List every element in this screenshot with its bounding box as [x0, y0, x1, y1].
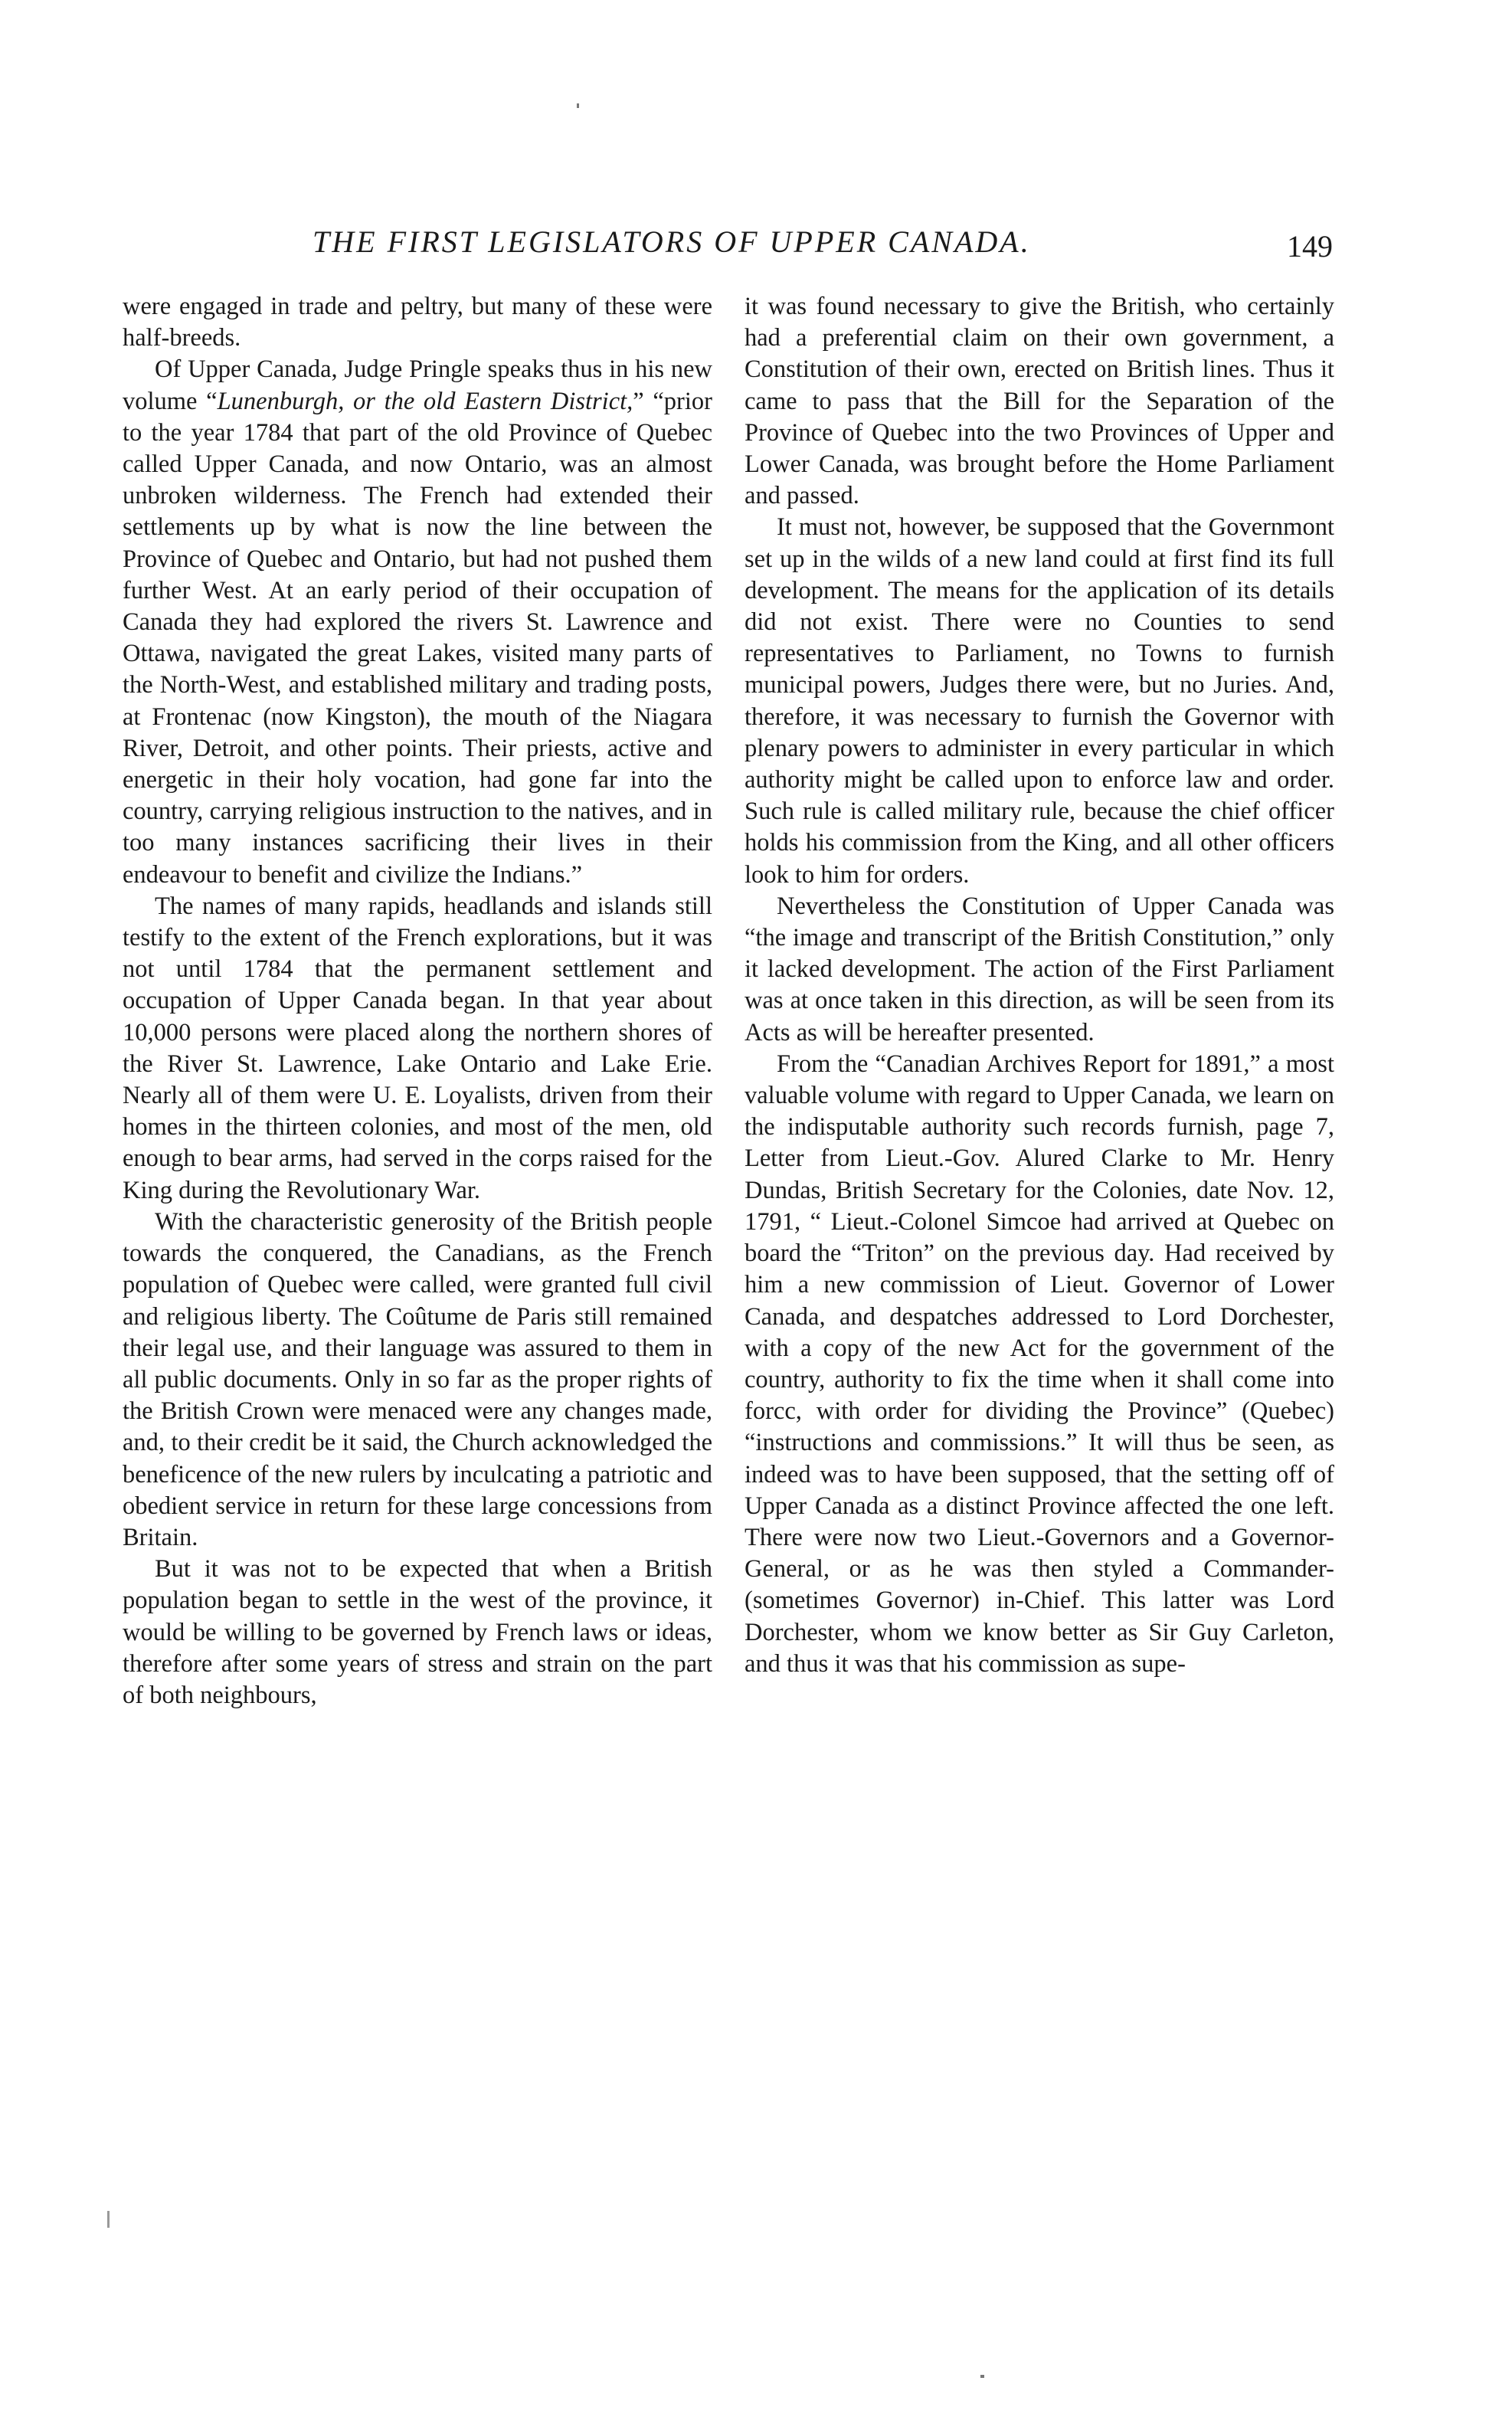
paragraph: it was found necessary to give the British, who certainly had a preferential claim on their own government, a Constitution of their own, erected on British lines. Thus it came to pass that the Bill for the Separation of the Province of Quebec into the two Provinces of Upper and Lower Canada, was brought before the Home Parliament and passed. — [745, 293, 1334, 510]
page-number: 149 — [1287, 229, 1333, 264]
paragraph: With the characteristic generosity of the British people towards the conquered, the Canadians, as the French population of Quebec were called, were granted full civil and religious liberty. The Coûtume de Paris still remained their legal use, and their language was assured to them in all public documents. Only in so far as the proper rights of the British Crown were menaced were any changes made, and, to their credit be it said, the Church acknowledged the beneficence of the new rulers by inculcating a patriotic and obedient service in return for these large concessions from Britain. — [123, 1207, 712, 1551]
running-title: THE FIRST LEGISLATORS OF UPPER CANADA. — [313, 224, 1031, 259]
paragraph: Nevertheless the Constitution of Upper Canada was “the image and transcript of the British Constitution,” only it lacked development. The action of the First Parliament was at once taken in this direction, as will be seen from its Acts as will be hereafter presented. — [745, 892, 1334, 1046]
paragraph: From the “Canadian Archives Report for 1891,” a most valuable volume with regard to Upper Canada, we learn on the indisputable authority such records furnish, page 7, Letter from Lieut.-Gov. Alured Clarke to Mr. Henry Dundas, British Secretary for the Colonies, date Nov. 12, 1791, “ Lieut.-Colonel Simcoe had arrived at Quebec on board the “Triton” on the previous day. Had received by him a new commission of Lieut. Governor of Lower Canada, and despatches addressed to Lord Dorchester, with a copy of the new Act for the government of the country, authority to fix the time when it shall come into forcc, with order for dividing the Province” (Quebec) “instructions and commissions.” It will thus be seen, as indeed was to have been supposed, that the setting off of Upper Canada as a distinct Province affected the one left. There were now two Lieut.-Governors and a Governor-General, or as he was then styled a Commander-(sometimes Governor) in-Chief. This latter was Lord Dorchester, whom we know better as Sir Guy Carleton, and thus it was that his commission as supe- — [745, 1050, 1334, 1678]
paragraph: It must not, however, be supposed that the Governmont set up in the wilds of a new land could at first find its full development. The means for the application of its details did not exist. There were no Counties to send representatives to Parliament, no Towns to furnish municipal powers, Judges there were, but no Juries. And, therefore, it was necessary to furnish the Governor with plenary powers to administer in every particular in which authority might be called upon to enforce law and order. Such rule is called military rule, because the chief officer holds his commission from the King, and all other officers look to him for orders. — [745, 513, 1334, 889]
stray-mark — [980, 2375, 984, 2378]
text-run: ” “prior to the year 1784 that part of the old Province of Quebec called Upper Canada, and now Ontario, was an almost unbroken wilderness. The French had extended their settlements up by what is now the line between the Province of Quebec and Ontario, but had not pushed them further West. At an early period of their occupation of Canada they had explored the rivers St. Lawrence and Ottawa, navigated the great Lakes, visited many parts of the North-West, and established military and trading posts, at Frontenac (now Kingston), the mouth of the Niagara River, Detroit, and other points. Their priests, active and energetic in their holy vocation, had gone far into the country, carrying religious instruction to the natives, and in too many instances sacrificing their lives in their endeavour to benefit and civilize the Indians.” — [123, 387, 712, 889]
stray-mark — [107, 2211, 110, 2228]
right-column — [745, 291, 1334, 1680]
text-run: Of Upper Canada, Judge Pringle speaks thus in his new volume “ — [123, 355, 712, 415]
running-head — [123, 224, 1333, 264]
left-column — [123, 291, 712, 1711]
paragraph: were engaged in trade and peltry, but many of these were half-breeds. — [123, 293, 712, 352]
paragraph: But it was not to be expected that when a British population began to settle in the west of the province, it would be willing to be governed by French laws or ideas, therefore after some years of stress and strain on the part of both neighbours, — [123, 1555, 712, 1709]
paragraph: The names of many rapids, headlands and islands still testify to the extent of the French explorations, but it was not until 1784 that the permanent settlement and occupation of Upper Canada began. In that year about 10,000 persons were placed along the northern shores of the River St. Lawrence, Lake Ontario and Lake Erie. Nearly all of them were U. E. Loyalists, driven from their homes in the thirteen colonies, and most of the men, old enough to bear arms, had served in the corps raised for the King during the Revolutionary War. — [123, 892, 712, 1204]
paragraph-pringle-quote — [123, 354, 712, 890]
stray-mark — [577, 103, 579, 108]
book-title: Lunenburgh, or the old Eastern District, — [217, 387, 633, 415]
